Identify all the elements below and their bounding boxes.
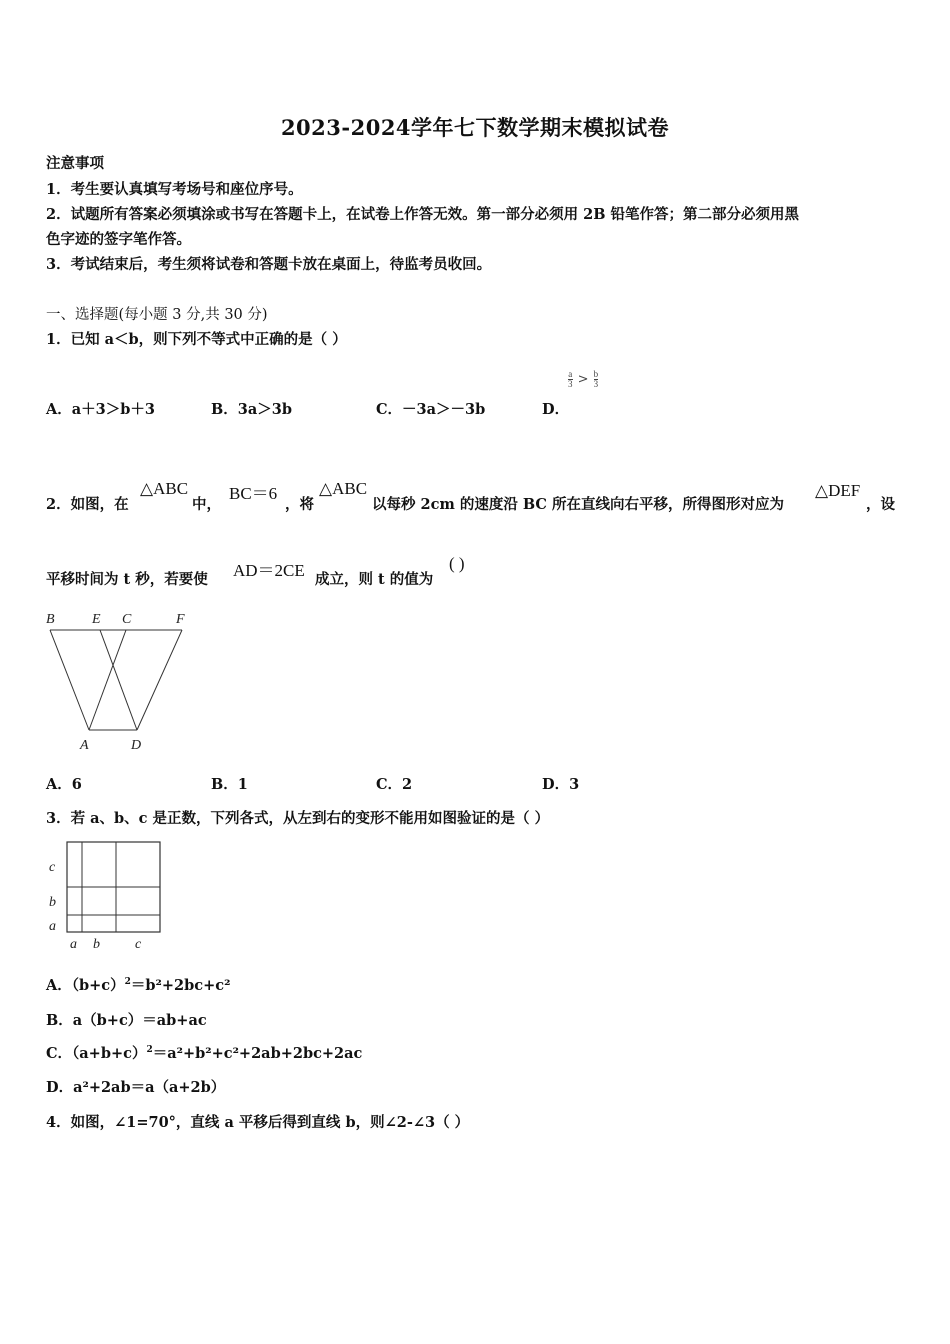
q2-option-d: D．3 [542, 776, 580, 793]
label-e: E [92, 612, 101, 627]
notice-item-3: 3．考试结束后，考生须将试卷和答题卡放在桌面上，待监考员收回。 [46, 256, 492, 273]
q3-option-c: C．$(a+b+c)^2=a^2+b^2+c^2+2ab+2bc+2ac$ [46, 1045, 363, 1062]
col-label-b: b [93, 937, 100, 952]
notice-item-2-line-1: 2．试题所有答案必须填涂或书写在答题卡上，在试卷上作答无效。第一部分必须用 2B 铅笔作答；第二部分必须用黑 [46, 206, 800, 223]
q2-figure-translated-triangles [40, 605, 200, 755]
q2-line2-text-2: 成立，则 t 的值为 [315, 571, 434, 588]
q2-text-3: ，将 [285, 496, 314, 513]
q3-option-b: B．a（b+c）＝ab+ac [46, 1012, 207, 1029]
q1-option-b: B．3a＞3b [211, 401, 292, 418]
q2-option-b: B．1 [211, 776, 248, 793]
q2-formula-triangle-abc-2: △ABC [319, 479, 368, 498]
q2-line2-text-1: 平移时间为 t 秒，若要使 [46, 571, 208, 588]
greater-than-sign: > [577, 372, 589, 387]
q2-text-2: 中， [192, 496, 221, 513]
fraction-right: $\frac{b}{3}$ [593, 369, 599, 389]
label-a: A [80, 738, 89, 753]
label-c: C [122, 612, 132, 627]
q2-text-4: 以每秒 2cm 的速度沿 BC 所在直线向右平移，所得图形对应为 [372, 496, 785, 513]
q3-figure-area-grid [42, 835, 172, 955]
q2-option-c: C．2 [376, 776, 413, 793]
q3-stem: 3．若 a、b、c 是正数，下列各式，从左到右的变形不能用如图验证的是（ ） [46, 810, 550, 827]
notice-item-1: 1．考生要认真填写考场号和座位序号。 [46, 181, 303, 198]
notice-item-2-line-2: 色字迹的签字笔作答。 [46, 231, 191, 248]
col-label-a: a [70, 937, 77, 952]
col-label-c: c [135, 937, 142, 952]
q2-answer-blank: ( ) [449, 554, 465, 573]
q2-text-5: ，设 [866, 496, 895, 513]
row-label-b: b [49, 895, 56, 910]
fraction-left: $\frac{a}{3}$ [568, 369, 573, 389]
q2-option-a: A．6 [46, 776, 82, 793]
q3-option-d: D．a²+2ab＝a（a+2b） [46, 1079, 226, 1096]
q2-formula-triangle-def: △DEF [815, 481, 861, 500]
line-de [100, 630, 137, 730]
notice-heading: 注意事项 [46, 155, 104, 172]
line-ac [89, 630, 126, 730]
line-ba [50, 630, 89, 730]
q1-option-d: D． [542, 401, 570, 418]
q2-formula-bc: BC＝6 [229, 484, 278, 503]
label-b: B [46, 612, 55, 627]
line-df [137, 630, 182, 730]
label-d: D [131, 738, 142, 753]
q2-formula-triangle-abc: △ABC [140, 479, 189, 498]
q4-stem: 4．如图，∠1=70°，直线 a 平移后得到直线 b，则∠2-∠3（ ） [46, 1114, 470, 1131]
row-label-c: c [49, 860, 56, 875]
q1-option-c: C．－3a＞－3b [376, 401, 486, 418]
q1-stem: 1．已知 a＜b，则下列不等式中正确的是（ ） [46, 331, 347, 348]
q1-option-d-formula [568, 369, 598, 389]
q2-formula-ad-ce: AD＝2CE [233, 561, 305, 580]
q3-option-a: A．$(b+c)^2=b^2+2bc+c^2$ [46, 977, 231, 994]
q2-text-1: 2．如图，在 [46, 496, 129, 513]
q1-option-a: A．a＋3＞b＋3 [46, 401, 155, 418]
row-label-a: a [49, 919, 56, 934]
label-f: F [176, 612, 185, 627]
section-heading: 一、选择题(每小题 3 分,共 30 分) [46, 307, 268, 323]
page-title: 2023-2024学年七下数学期末模拟试卷 [280, 115, 670, 140]
